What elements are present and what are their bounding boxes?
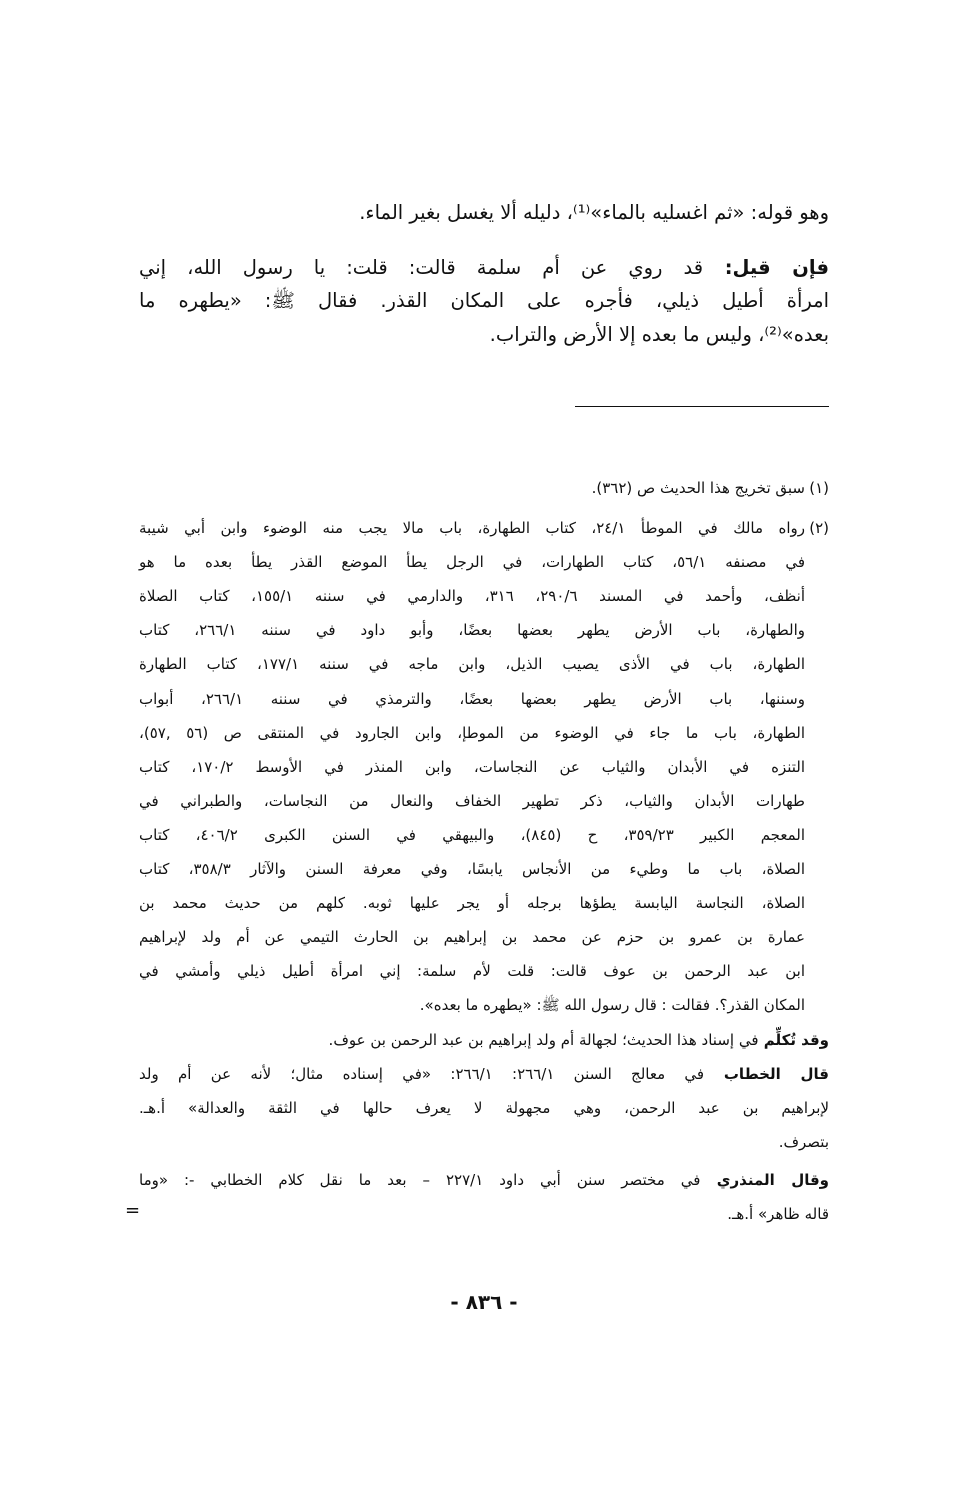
line-text: والطهارة، باب الأرض يطهر بعضها بعضًا، وأبو داود في سننه ٢٦٦/١، كتاب bbox=[139, 621, 805, 640]
line-text: المكان القذر؟. فقالت : قال رسول الله ﷺ: «يطهره ما بعده». bbox=[419, 996, 805, 1015]
footnote-line bbox=[139, 752, 805, 782]
main-line bbox=[139, 197, 829, 229]
main-line bbox=[139, 285, 829, 317]
footnote-line bbox=[139, 547, 805, 577]
footnote-line bbox=[139, 990, 805, 1020]
footnote-line bbox=[139, 1165, 829, 1195]
line-text: أنظف، وأحمد في المسند ٢٩٠/٦، ٣١٦، والدارمي في سننه ١٥٥/١، كتاب الصلاة bbox=[139, 587, 805, 606]
footnote-line bbox=[139, 615, 805, 645]
footnote-line bbox=[139, 888, 805, 918]
footnote-separator bbox=[575, 406, 829, 407]
footnote-line bbox=[139, 854, 805, 884]
footnote-line bbox=[139, 922, 805, 952]
footnote-line bbox=[139, 649, 805, 679]
line-text: سبق تخريج هذا الحديث ص (٣٦٢). bbox=[591, 479, 805, 497]
line-text: طهارات الأبدان والثياب، ذكر تطهير الخفاف والنعال من النجاسات، والطبراني في bbox=[139, 791, 805, 810]
line-text: المعجم الكبير ٣٥٩/٢٣، ح (٨٤٥)، والبيهقي في السنن الكبرى ٤٠٦/٢، كتاب bbox=[139, 825, 806, 844]
line-text: التنزه في الأبدان والثياب عن النجاسات، وابن المنذر في الأوسط ١٧٠/٢، كتاب bbox=[139, 757, 806, 776]
bold-lead: وقد تُكلِّم bbox=[758, 1030, 829, 1049]
footnote-line bbox=[139, 581, 805, 611]
footnote-line bbox=[139, 1199, 829, 1229]
line-text: لإبراهيم بن عبد الرحمن، وهي مجهولة لا يعرف حالها في الثقة والعدالة» أ.هـ. bbox=[139, 1098, 829, 1117]
line-text: في معالج السنن ٢٦٦/١: ٢٦٦/١: «في إسناده مثال؛ لأنه عن أم ولد bbox=[139, 1064, 705, 1083]
line-text: في مختصر سنن أبي داود ٢٢٧/١ – بعد ما نقل كلام الخطابي -: «وما bbox=[139, 1170, 701, 1189]
footnote-line bbox=[139, 786, 805, 816]
footnote-line bbox=[139, 820, 805, 850]
main-line bbox=[139, 319, 829, 351]
line-text: بتصرف. bbox=[778, 1132, 829, 1151]
line-text: الطهارة، باب ما جاء في الوضوء من الموطإ، وابن الجارود في المنتقى ص (٥٦ ,٥٧)، bbox=[139, 723, 805, 742]
line-text: الصلاة، النجاسة اليابسة يطؤها برجله أو يجر عليها ثوبه. كلهم من حديث محمد بن bbox=[139, 894, 805, 913]
page-number: - ٨٣٦ - bbox=[450, 1290, 518, 1314]
footnote-number: (٢) bbox=[809, 519, 829, 537]
line-text: الصلاة، باب ما وطيء من الأنجاس يابسًا، وفي معرفة السنن والآثار ٣٥٨/٣، كتاب bbox=[139, 860, 805, 878]
footnote-line bbox=[139, 473, 805, 503]
footnote-line bbox=[139, 1127, 829, 1157]
line-text: وهو قوله: «ثم اغسليه بالماء»⁽¹⁾، دليله ألا يغسل بغير الماء. bbox=[359, 201, 829, 224]
line-text: الطهارة، باب في الأذى يصيب الذيل، وابن ماجه في سننه ١٧٧/١، كتاب الطهارة bbox=[139, 655, 805, 674]
line-text: رواه مالك في الموطأ ٢٤/١، كتاب الطهارة، باب مالا يجب منه الوضوء وابن أبي شيبة bbox=[139, 519, 805, 537]
footnote-line bbox=[139, 1059, 829, 1089]
footnote-line bbox=[139, 1025, 829, 1055]
footnote-line bbox=[139, 1093, 829, 1123]
continuation-mark: = bbox=[125, 1200, 141, 1221]
line-text: في إسناد هذا الحديث؛ لجهالة أم ولد إبراهيم بن عبد الرحمن بن عوف. bbox=[328, 1030, 759, 1049]
footnote-line bbox=[139, 718, 805, 748]
main-line bbox=[139, 252, 829, 284]
line-text: امرأة أطيل ذيلي، فأجره على المكان القذر. فقال ﷺ: «يطهره ما bbox=[139, 289, 829, 312]
footnote-line bbox=[139, 513, 805, 543]
line-text: وسننها، باب الأرض يطهر بعضها بعضًا، والترمذي في سننه ٢٦٦/١، أبواب bbox=[139, 689, 805, 708]
line-text: بعده»⁽²⁾، وليس ما بعده إلا الأرض والتراب. bbox=[489, 323, 829, 346]
line-text: في مصنفه ٥٦/١، كتاب الطهارات، في الرجل يطأ الموضع القذر يطأ بعده ما هو bbox=[139, 553, 805, 572]
line-text: ابن عبد الرحمن بن عوف قالت: قلت لأم سلمة: إني امرأة أطيل ذيلي وأمشي في bbox=[139, 962, 805, 981]
line-text: عمارة بن عمرو بن حزم عن محمد بن إبراهيم بن الحارث التيمي عن أم ولد لإبراهيم bbox=[139, 928, 805, 947]
bold-lead: قال الخطاب bbox=[704, 1064, 829, 1083]
line-text: قد روي عن أم سلمة قالت: قلت: يا رسول الله، إني bbox=[139, 256, 704, 279]
footnote-line bbox=[139, 684, 805, 714]
footnote-number: (١) bbox=[809, 479, 829, 497]
line-text: قاله ظاهر» أ.هـ. bbox=[727, 1205, 829, 1223]
bold-lead: فإن قيل: bbox=[703, 256, 830, 279]
footnote-line bbox=[139, 956, 805, 986]
bold-lead: وقال المنذري bbox=[700, 1170, 830, 1189]
